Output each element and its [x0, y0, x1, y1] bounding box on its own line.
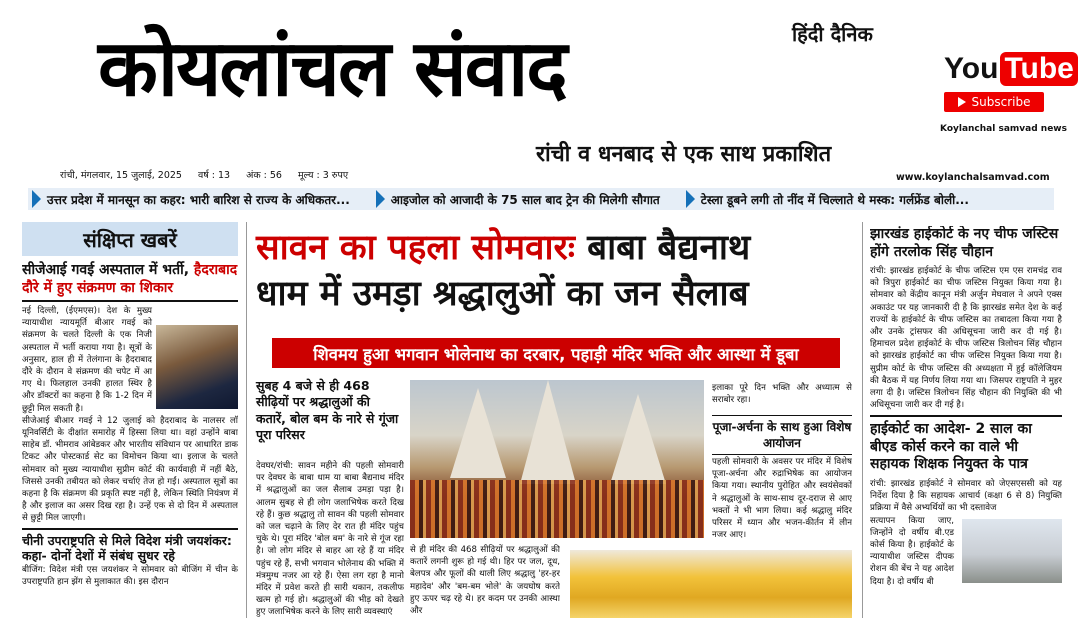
briefs-section-title: संक्षिप्त खबरें — [22, 222, 238, 256]
ticker-item[interactable]: टेस्ला डूबने लगी तो नींद में चिल्लाते थे मस्क: गर्लफ्रेंड बोली... — [682, 190, 969, 208]
bed-order-body: रांची: झारखंड हाईकोर्ट ने सोमवार को जेएसएससी को यह निर्देश दिया है कि सहायक आचार्य (कक्षा 6 से 8) नियुक्ति प्रक्रिया में वैसे अभ्यर्थियों का भी दस्तावेज — [870, 478, 1062, 514]
price: मूल्य : 3 रुपए — [297, 170, 349, 181]
youtube-badge[interactable] — [944, 52, 1074, 118]
brief-body-cont: सीजेआई बीआर गवई ने 12 जुलाई को हैदराबाद के नालसर लॉ यूनिवर्सिटी के दीक्षांत समारोह में हिस्सा लिया था। वहां उन्होंने बाबा साहेब डॉ. भीमराव आंबेडकर और भारतीय संविधान पर आधारित डाक टिकट और पोस्टकार्ड सेट का विमोचन किया था। इलाज के चलते सोमवार को मुख्य न्यायाधीश सुप्रीम कोर्ट की कार्यवाही में नहीं बैठे, जिससे उनकी तबीयत को लेकर चर्चाएं तेज हो गईं। अस्पताल सूत्रों का कहना है कि संक्रमण की प्रकृति स्पष्ट नहीं है, लेकिन स्थिति नियंत्रण में है और इलाज का असर दिख रहा है। उन्हें एक से दो दिन में अस्पताल से छुट्टी मिल जाएगी। — [22, 415, 238, 524]
temple-steps-photo — [570, 550, 852, 618]
column-divider — [246, 222, 247, 618]
court-building-photo — [962, 519, 1062, 583]
brief-body: बीजिंग: विदेश मंत्री एस जयशंकर ने सोमवार को बीजिंग में चीन के उपराष्ट्रपति हान झेंग से मुलाकात की। इस दौरान — [22, 564, 238, 588]
divider — [870, 415, 1062, 417]
ticker-item[interactable]: उत्तर प्रदेश में मानसून का कहर: भारी बारिश से राज्य के अधिकतर... — [28, 190, 350, 208]
issue: अंक : 56 — [246, 170, 282, 181]
hc-chief-justice-headline[interactable]: झारखंड हाईकोर्ट के नए चीफ जस्टिस होंगे तरलोक सिंह चौहान — [870, 226, 1059, 260]
divider — [22, 300, 238, 302]
pooja-body: पहली सोमवारी के अवसर पर मंदिर में विशेष पूजा-अर्चना और रुद्राभिषेक का आयोजन किया गया। स्थानीय पुरोहित और स्वयंसेवकों ने श्रद्धालुओं के साथ-साथ दूर-दराज से आए भक्तों ने भी भाग लिया। कई श्रद्धालु मंदिर परिसर में ध्यान और भजन-कीर्तन में लीन नजर आए। — [712, 457, 852, 541]
ticker-item[interactable]: आइजोल को आजादी के 75 साल बाद ट्रेन की मिलेगी सौगात — [372, 190, 660, 208]
bed-order-body-cont: सत्यापन किया जाए, जिन्होंने दो वर्षीय बी.एड कोर्स किया है। हाईकोर्ट के न्यायाधीश जस्टिस दीपक रोशन की बेंच ने यह आदेश दिया है। दो वर्षीय बी — [870, 515, 954, 587]
lead-headline[interactable]: सावन का पहला सोमवारः बाबा बैद्यनाथ धाम में उमड़ा श्रद्धालुओं का जन सैलाब — [256, 228, 751, 314]
youtube-channel-name: Koylanchal samvad news — [940, 124, 1067, 134]
lead-story-cont: इलाका पूरे दिन भक्ति और अध्यात्म से सराबोर रहा। — [712, 383, 852, 406]
lead-story-body: देवघर/रांची: सावन महीने की पहली सोमवारी पर देवघर के बाबा धाम या बाबा बैद्यनाथ मंदिर में श्रद्धालुओं का जल सैलाब उमड़ा पड़ा है। आलम सुबह से ही लोग जलाभिषेक करते दिख रहे हैं। कुछ श्रद्धालु तो सावन की पहली सोमवार को जल चढ़ाने के लिए देर रात ही मंदिर पहुंच चुके थे। पूरा मंदिर 'बोल बम' के नारे से गूंज रहा है। जो लोग मंदिर से बाहर आ रहे हैं या मंदिर पहुंच रहे हैं, सभी भगवान भोलेनाथ की भक्ति में मंत्रमुग्ध नजर आ रहे हैं। ऐसा लग रहा है मानो मंदिर में प्रवेश करते ही सारी थकान, तकलीफ खत्म हो गई हो। श्रद्धालुओं की भीड़ को देखते हुए जलाभिषेक करने के लिए सारी व्यवस्थाएं — [256, 461, 404, 618]
brief-headline[interactable]: चीनी उपराष्ट्रपति से मिले विदेश मंत्री जयशंकर: कहा- दोनों देशों में संबंध सुधर रहे — [22, 532, 232, 564]
temple-crowd-photo — [410, 380, 704, 538]
newspaper-title: कोयलांचल संवाद — [98, 23, 566, 114]
masthead-tagline: हिंदी दैनिक — [792, 22, 873, 46]
bed-order-headline[interactable]: हाईकोर्ट का आदेश- 2 साल का बीएड कोर्स करने का वाले भी सहायक शिक्षक नियुक्त के पात्र — [870, 421, 1032, 473]
arrow-right-icon — [376, 190, 385, 208]
hc-chief-justice-body: रांची: झारखंड हाईकोर्ट के चीफ जस्टिस एम एस रामचंद्र राव को त्रिपुरा हाईकोर्ट का चीफ जस्टिस नियुक्त किया गया है। सोमवार को केंद्रीय कानून मंत्री अर्जुन मेघवाल ने अपने एक्स अकाउंट पर यह जानकारी दी है कि झारखंड समेत देश के कई राज्यों के हाईकोर्ट के चीफ जस्टिस का तबादला किया गया है और उनके ट्रांसफर की अधिसूचना जारी कर दी गई है। हिमाचल प्रदेश हाईकोर्ट के चीफ जस्टिस त्रिलोचन सिंह चौहान को झारखंड हाईकोर्ट का चीफ जस्टिस नियुक्त किया गया है। सुप्रीम कोर्ट के चीफ जस्टिस की अध्यक्षता में हुई कॉलेजियम की बैठक में यह निर्णय लिया गया था। जिसपर राष्ट्रपति ने मुहर लगा दी है। जस्टिस त्रिलोचन सिंह चौहान की नियुक्ति की भी अधिसूचना जारी कर दी गई है। — [870, 266, 1062, 411]
briefs-column — [22, 222, 238, 618]
lead-story-cont: से ही मंदिर की 468 सीढ़ियों पर श्रद्धालुओं की कतारें लगनी शुरू हो गई थी। हिर पर जल, दूध, बेलपत्र और फूलों की थाली लिए श्रद्धालु 'हर-हर महादेव' और 'बम-बम भोले' के जयघोष करते हुए ऊपर चढ़ रहे थे। हर कदम पर उनकी आस्था और — [410, 545, 560, 617]
website-link[interactable]: www.koylanchalsamvad.com — [896, 172, 1050, 183]
right-column — [870, 226, 1062, 618]
youtube-logo: You Tube — [944, 52, 1052, 86]
pooja-subheadline: पूजा-अर्चना के साथ हुआ विशेष आयोजन — [712, 412, 852, 458]
brief-headline[interactable]: सीजेआई गवई अस्पताल में भर्ती, हैदराबाद दौरे में हुए संक्रमण का शिकार — [22, 262, 238, 296]
play-icon — [958, 97, 966, 107]
lead-story-headline[interactable]: सुबह 4 बजे से ही 468 सीढ़ियों पर श्रद्धालुओं की कतारें, बोल बम के नारे से गूंजा पूरा परिसर — [256, 378, 399, 442]
place-date: रांची, मंगलवार, 15 जुलाई, 2025 — [60, 170, 182, 181]
news-ticker — [28, 188, 1054, 210]
divider — [22, 528, 238, 530]
brief-body: नई दिल्ली, (ईएमएस)। देश के मुख्य न्यायाधीश न्यायमूर्ति बीआर गवई को संक्रमण के चलते दिल्ली के एक निजी अस्पताल में भर्ती कराया गया है। सूत्रों के अनुसार, हाल ही में तेलंगाना के हैदराबाद दौरे के दौरान वे संक्रमण की चपेट में आ गए थे। फिलहाल उनकी हालत स्थिर है और डॉक्टरों का कहना है कि 1-2 दिन में छुट्टी मिल सकती है। — [22, 306, 152, 414]
year: वर्ष : 13 — [197, 170, 231, 181]
masthead — [0, 0, 1080, 183]
arrow-right-icon — [686, 190, 695, 208]
masthead-subtitle: रांची व धनबाद से एक साथ प्रकाशित — [536, 142, 832, 167]
column-divider — [862, 222, 863, 618]
arrow-right-icon — [32, 190, 41, 208]
person-photo — [156, 325, 238, 409]
subscribe-button[interactable]: Subscribe — [944, 92, 1044, 112]
dateline — [60, 168, 348, 181]
lead-subheadline: शिवमय हुआ भगवान भोलेनाथ का दरबार, पहाड़ी मंदिर भक्ति और आस्था में डूबा — [272, 338, 840, 368]
